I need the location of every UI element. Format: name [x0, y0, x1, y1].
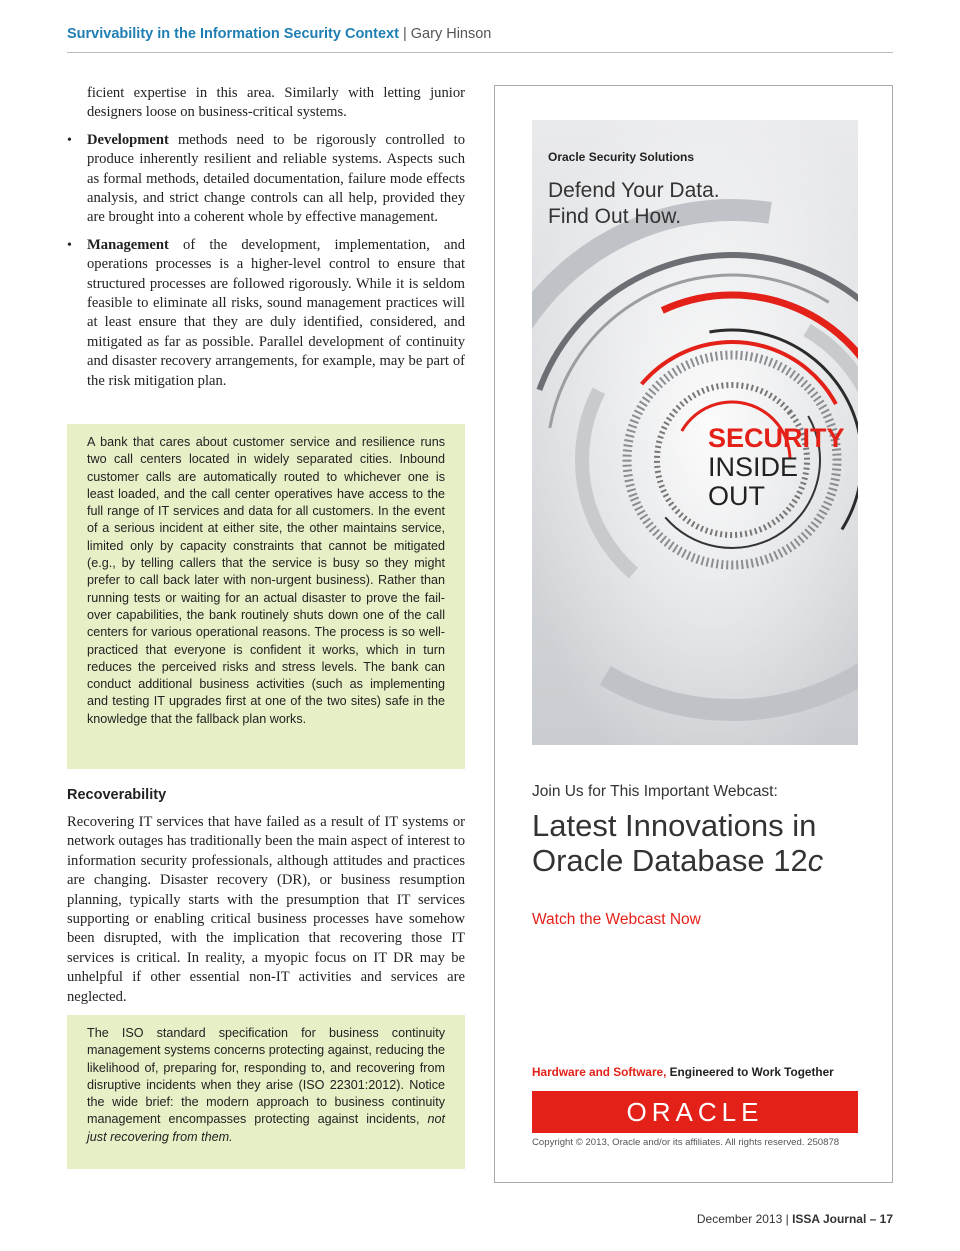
issue-date: December 2013 — [696, 1212, 783, 1226]
out-word: OUT — [708, 481, 765, 511]
bullet-text: of the development, implementation, and operations processes is a higher-level control to ensure that structured processes are followed rigorously. While it is seldom feasible to eliminate all risks, sound management practices will at least ensure that they are duly identified, considered, and mitigated as far as possible. Parallel development of continuity and disaster recovery arrangements, for example, may be part of the risk mitigation plan. — [87, 236, 465, 389]
article-author: Gary Hinson — [410, 26, 492, 42]
sidebar-callout-iso — [67, 1015, 465, 1169]
bullet-term: Management — [87, 236, 169, 253]
webcast-title-c: c — [807, 843, 824, 878]
running-header — [67, 26, 893, 53]
recoverability-paragraph: Recovering IT services that have failed as a result of IT systems or network outages has traditionally been the main aspect of interest to information security professionals, although attitudes and practices are changing. Disaster recovery (DR), or business resumption planning, typically starts with the presumption that IT services supporting or enabling critical business processes have somehow been disrupted, with the implication that recovering those IT services is critical. In reality, a myopic focus on IT DR may be unhelpful if other essential non-IT activities and services are neglected. — [67, 814, 465, 1005]
ad-copyright: Copyright © 2013, Oracle and/or its affiliates. All rights reserved. 250878 — [532, 1137, 840, 1148]
webcast-title-db: Oracle Database 12 — [532, 843, 808, 878]
oracle-logo-bar[interactable] — [532, 1091, 858, 1133]
watch-webcast-link[interactable]: Watch the Webcast Now — [532, 911, 701, 928]
webcast-title-line1: Latest Innovations in — [532, 808, 817, 843]
sidebar-callout-bank — [67, 424, 465, 769]
ad-solutions-label: Oracle Security Solutions — [548, 150, 695, 164]
ad-headline-line2: Find Out How. — [548, 205, 682, 228]
left-column-top — [67, 84, 465, 391]
footer-separator: | — [782, 1212, 793, 1226]
bullet-development — [67, 131, 465, 228]
ad-headline — [548, 178, 720, 230]
inside-word: INSIDE — [708, 452, 799, 482]
page-footer — [697, 1212, 893, 1226]
bullet-dot-icon: • — [67, 237, 72, 253]
bullet-management — [67, 236, 465, 391]
ad-tagline — [532, 1065, 834, 1079]
callout-text: A bank that cares about customer service and resilience runs two call centers located in widely separated cities. Inbound customer calls are automatically routed to whichever one is least loaded, and the call center operatives have access to the full range of IT services and data for all customers. In the event of a serious incident at either site, the other maintains service, limited only by capacity constraints that cannot be mitigated (e.g., by telling callers that the service is busy so they might prefer to call back later with non-urgent business). Rather than running tests or waiting for an actual disaster to prove the fail-over capabilities, the bank routinely shuts down one of the call centers for various operational reasons. The process is so well-practiced that everyone is confident it works, which in turn reduces the perceived risks and stress levels. The bank can conduct additional business activities (such as implementing and testing IT upgrades first at one of the two sites) safe in the knowledge that the fallback plan works. — [87, 435, 445, 726]
security-word: SECURITY — [708, 423, 845, 453]
bullet-term: Development — [87, 131, 169, 148]
article-title: Survivability in the Information Security Context — [67, 26, 399, 42]
oracle-logo: ORACLE — [626, 1097, 764, 1127]
callout-text: The ISO standard specification for business continuity management systems concerns protecting against, reducing the likelihood of, preparing for, responding to, and recovering from disruptive incidents when they arise (ISO 22301:2012). Notice the wide brief: the modern approach to business continuity management encompasses protecting against incidents, — [87, 1026, 445, 1127]
security-inside-out-text — [708, 424, 845, 511]
webcast-invite: Join Us for This Important Webcast: — [532, 783, 778, 800]
left-column-bottom — [67, 813, 465, 1007]
webcast-title — [532, 808, 823, 878]
tagline-red: Hardware and Software, — [532, 1065, 667, 1079]
bullet-text: methods need to be rigorously controlled to produce inherently resilient and reliable systems. Aspects such as formal methods, detailed documentation, failure mode effects analysis, and strict change controls can all help, provided they are brought into a coherent whole by effective management. — [87, 131, 465, 226]
header-separator: | — [398, 26, 411, 42]
bullet-dot-icon: • — [67, 132, 72, 148]
section-heading: Recoverability — [67, 787, 167, 803]
ad-hero-image[interactable] — [532, 120, 858, 745]
journal-page: ISSA Journal – 17 — [792, 1212, 893, 1226]
webcast-title-line2 — [532, 843, 823, 878]
ad-headline-line1: Defend Your Data. — [548, 179, 720, 202]
continued-paragraph: ficient expertise in this area. Similarly with letting junior designers loose on business-critical systems. — [87, 85, 465, 121]
tagline-rest: Engineered to Work Together — [666, 1065, 834, 1079]
callout-italic-text: not just recovering from them. — [87, 1112, 445, 1144]
